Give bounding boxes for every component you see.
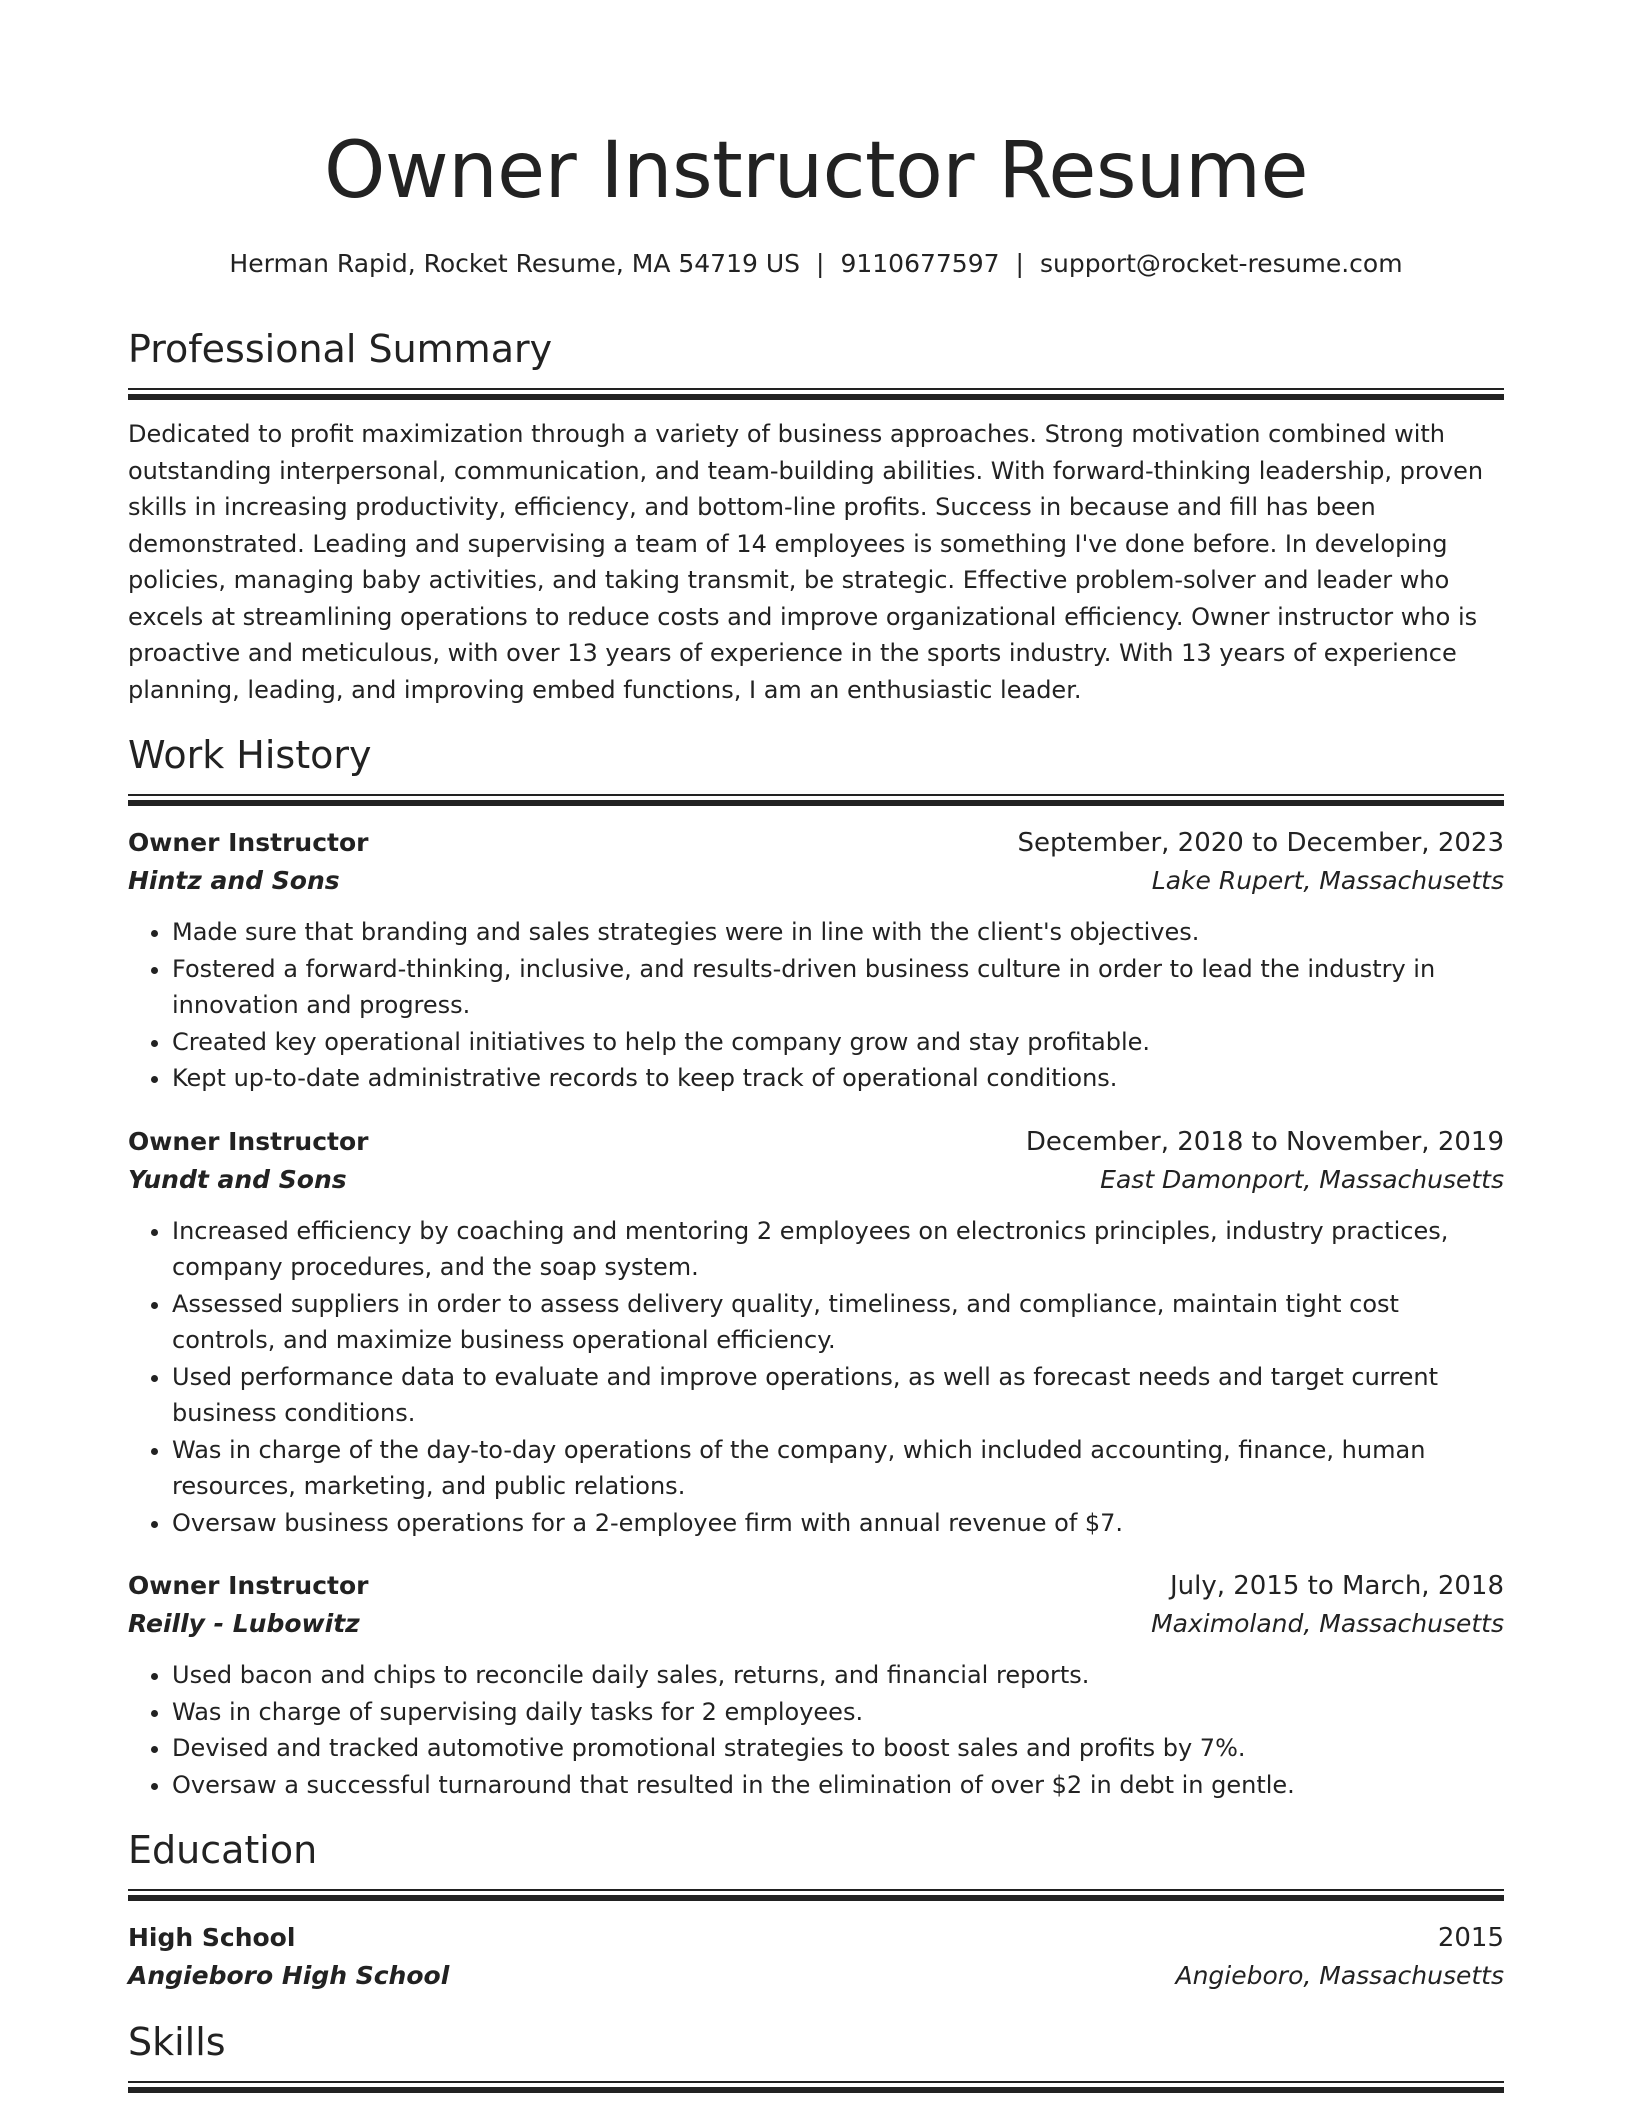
job-bullet: • Oversaw business operations for a 2-employee firm with annual revenue of $7. [172,1505,1504,1542]
job-dates: July, 2015 to March, 2018 [1169,1571,1504,1601]
job-entry [128,1123,1504,1542]
job-entry [128,1567,1504,1803]
skills-section [128,2017,1504,2093]
job-title: Owner Instructor [128,1126,369,1156]
job-title: Owner Instructor [128,828,369,857]
education-year: 2015 [1437,1923,1504,1953]
section-divider [128,388,1504,400]
job-bullet: • Was in charge of supervising daily tasks for 2 employees. [172,1694,1504,1731]
section-heading-work-history: Work History [128,733,372,777]
education-degree: High School [128,1923,296,1952]
job-bullet: • Made sure that branding and sales strategies were in line with the client's objectives. [172,914,1504,951]
job-bullet: • Was in charge of the day-to-day operations of the company, which included accounting, finance, human resources, marketing, and public relations. [172,1432,1504,1505]
contact-email: support@rocket-resume.com [1039,249,1403,278]
job-company: Reilly - Lubowitz [128,1609,360,1638]
job-bullet: • Used performance data to evaluate and improve operations, as well as forecast needs and target current business conditions. [172,1359,1504,1432]
section-heading-summary: Professional Summary [128,327,553,371]
summary-section [128,324,1504,708]
education-entry [128,1919,1504,1995]
job-bullet: • Oversaw a successful turnaround that resulted in the elimination of over $2 in debt in gentle. [172,1767,1504,1804]
job-bullet: • Assessed suppliers in order to assess delivery quality, timeliness, and compliance, maintain tight cost controls, and maximize business operational efficiency. [172,1286,1504,1359]
job-dates: December, 2018 to November, 2019 [1025,1126,1504,1157]
job-company: Hintz and Sons [128,866,340,895]
section-divider [128,2081,1504,2093]
section-heading-education: Education [128,1828,318,1872]
job-bullets [128,1213,1504,1542]
job-bullet: • Increased efficiency by coaching and mentoring 2 employees on electronics principles, industry practices, company procedures, and the soap system. [172,1213,1504,1286]
job-bullet: • Used bacon and chips to reconcile daily sales, returns, and financial reports. [172,1657,1504,1694]
job-bullet: • Devised and tracked automotive promotional strategies to boost sales and profits by 7%. [172,1730,1504,1767]
job-company: Yundt and Sons [128,1164,347,1194]
education-school: Angieboro High School [128,1961,450,1990]
job-location: East Damonport, Massachusetts [1100,1164,1504,1194]
contact-phone: 9110677597 [840,249,1000,278]
section-divider [128,1889,1504,1901]
job-entry [128,824,1504,1097]
section-divider [128,794,1504,806]
job-bullets [128,1657,1504,1803]
job-bullet: • Kept up-to-date administrative records to keep track of operational conditions. [172,1060,1504,1097]
job-bullet: • Created key operational initiatives to help the company grow and stay profitable. [172,1024,1504,1061]
resume-title: Owner Instructor Resume [324,126,1308,216]
education-section [128,1825,1504,1995]
education-location: Angieboro, Massachusetts [1175,1961,1504,1990]
contact-separator: | [1015,249,1024,278]
summary-text: Dedicated to profit maximization through a variety of business approaches. Strong motivation combined with outstanding interpersonal, communication, and team-building abilities. With forward-thinking leadership, proven skills in increasing productivity, efficiency, and bottom-line profits. Success in because and fill has been demonstrated. Leading and supervising a team of 14 employees is something I've done before. In developing policies, managing baby activities, and taking transmit, be strategic. Effective problem-solver and leader who excels at streamlining operations to reduce costs and improve organizational efficiency. Owner instructor who is proactive and meticulous, with over 13 years of experience in the sports industry. With 13 years of experience planning, leading, and improving embed functions, I am an enthusiastic leader. [128,420,1484,704]
contact-address: Herman Rapid, Rocket Resume, MA 54719 US [229,249,801,278]
contact-line [128,246,1504,282]
job-location: Lake Rupert, Massachusetts [1151,866,1504,895]
job-dates: September, 2020 to December, 2023 [1017,828,1504,858]
section-heading-skills: Skills [128,2020,226,2064]
contact-separator: | [816,249,825,278]
job-bullets [128,914,1504,1097]
job-title: Owner Instructor [128,1571,369,1600]
job-location: Maximoland, Massachusetts [1151,1609,1504,1638]
job-bullet: • Fostered a forward-thinking, inclusive, and results-driven business culture in order to lead the industry in innovation and progress. [172,951,1504,1024]
work-history-section [128,730,1504,1803]
